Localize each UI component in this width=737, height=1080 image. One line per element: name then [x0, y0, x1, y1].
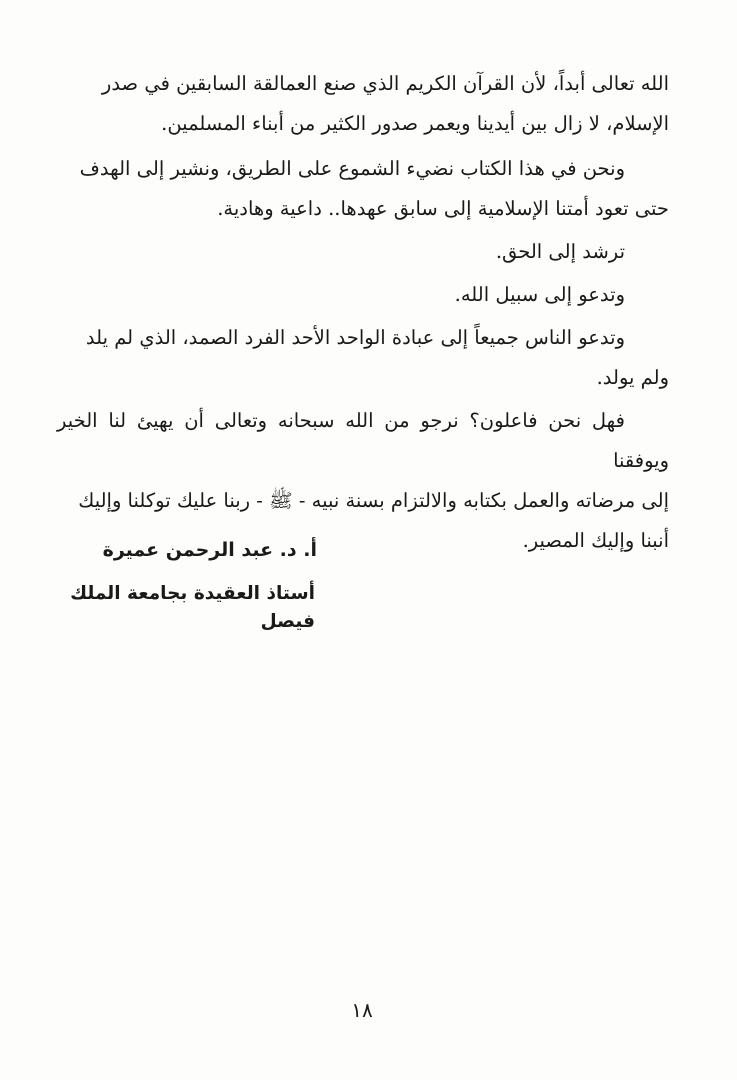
line: ولم يولد.	[596, 366, 669, 389]
paragraph-3	[57, 232, 669, 272]
line: أنبنا وإليك المصير.	[522, 529, 669, 552]
line: وتدعو الناس جميعاً إلى عبادة الواحد الأحد الفرد الصمد، الذي لم يلد	[85, 326, 625, 349]
author-title: أستاذ العقيدة بجامعة الملك فيصل	[70, 583, 315, 632]
line: الله تعالى أبداً، لأن القرآن الكريم الذي صنع العمالقة السابقين في صدر	[101, 72, 669, 95]
paragraph-4	[57, 275, 669, 315]
paragraph-2	[57, 149, 669, 229]
line: حتى تعود أمتنا الإسلامية إلى سابق عهدها.. داعية وهادية.	[217, 197, 669, 220]
line: الإسلام، لا زال بين أيدينا ويعمر صدور الكثير من أبناء المسلمين.	[161, 112, 669, 135]
line: وتدعو إلى سبيل الله.	[454, 283, 625, 306]
line: إلى مرضاته والعمل بكتابه والالتزام بسنة نبيه - ﷺ - ربنا عليك توكلنا وإليك	[78, 489, 669, 512]
line: فهل نحن فاعلون؟ نرجو من الله سبحانه وتعالى أن يهيئ لنا الخير ويوفقنا	[57, 409, 669, 472]
page-number: ١٨	[351, 998, 373, 1022]
body-text	[57, 64, 669, 561]
paragraph-1	[57, 64, 669, 144]
line: ترشد إلى الحق.	[495, 240, 625, 263]
paragraph-5	[57, 318, 669, 398]
line: ونحن في هذا الكتاب نضيء الشموع على الطريق، ونشير إلى الهدف	[79, 157, 625, 180]
author-signature: أ. د. عبد الرحمن عميرة	[102, 539, 317, 561]
